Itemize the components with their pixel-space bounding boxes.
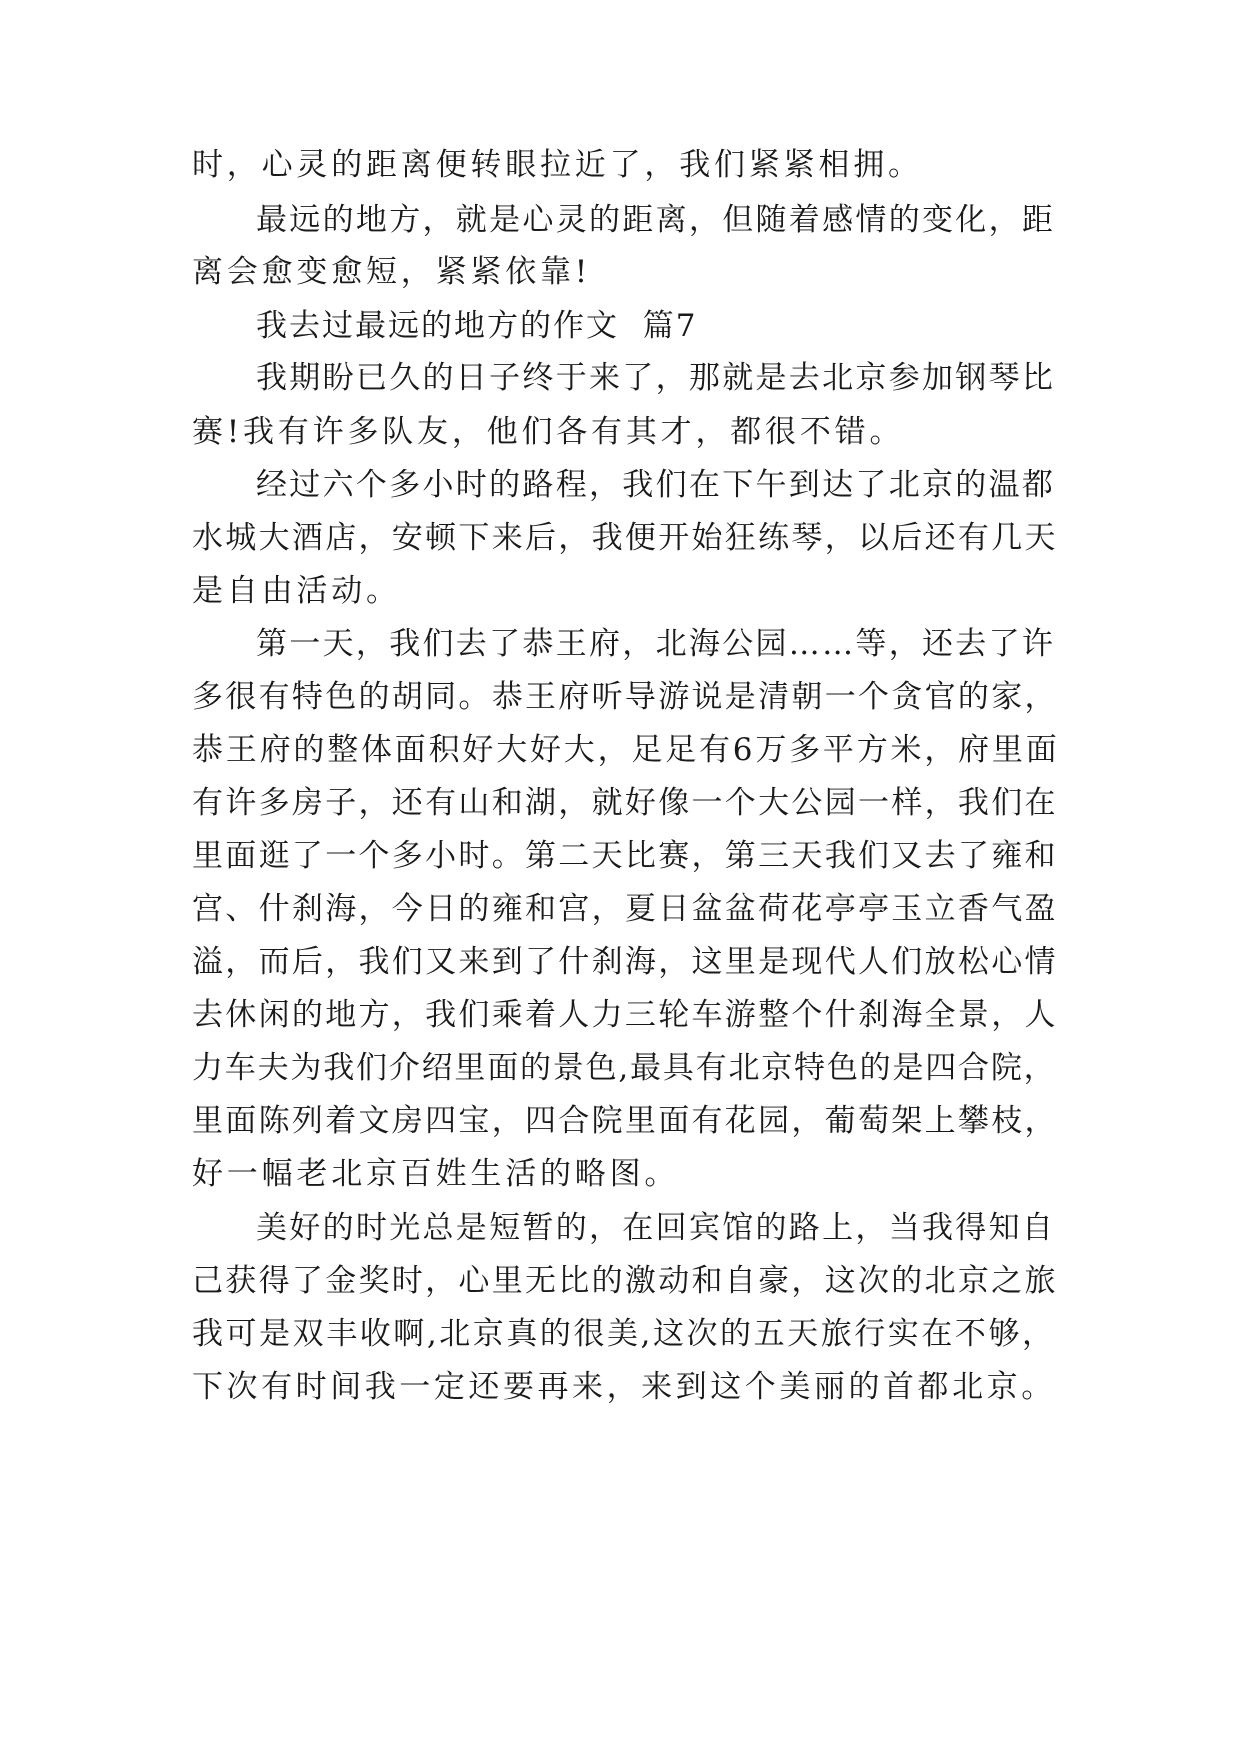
text-line: 好一幅老北京百姓生活的略图。	[192, 1156, 680, 1192]
paragraph-first-line: 第一天，我们去了恭王府，北海公园……等，还去了许	[256, 626, 1056, 662]
text-line: 我可是双丰收啊,北京真的很美,这次的五天旅行实在不够，	[192, 1316, 1056, 1352]
text-line: 里面逛了一个多小时。第二天比赛，第三天我们又去了雍和	[192, 838, 1058, 874]
text-line: 溢，而后，我们又来到了什刹海，这里是现代人们放松心情	[192, 944, 1058, 980]
text-line: 去休闲的地方，我们乘着人力三轮车游整个什刹海全景，人	[192, 997, 1058, 1033]
text-line: 赛!我有许多队友，他们各有其才，都很不错。	[192, 414, 905, 450]
text-line: 宫、什刹海，今日的雍和宫，夏日盆盆荷花亭亭玉立香气盈	[192, 891, 1058, 927]
text-line: 有许多房子，还有山和湖，就好像一个大公园一样，我们在	[192, 785, 1058, 821]
text-line: 己获得了金奖时，心里无比的激动和自豪，这次的北京之旅	[192, 1263, 1058, 1299]
text-line: 离会愈变愈短，紧紧依靠!	[192, 254, 592, 290]
text-line: 是自由活动。	[192, 573, 401, 609]
text-line: 下次有时间我一定还要再来，来到这个美丽的首都北京。	[192, 1369, 1056, 1405]
text-line: 恭王府的整体面积好大好大，足足有6万多平方米，府里面	[192, 732, 1060, 768]
section-heading: 我去过最远的地方的作文 篇7	[256, 308, 698, 344]
paragraph-first-line: 我期盼已久的日子终于来了，那就是去北京参加钢琴比	[256, 360, 1056, 396]
text-line: 力车夫为我们介绍里面的景色,最具有北京特色的是四合院，	[192, 1050, 1057, 1086]
paragraph-first-line: 美好的时光总是短暂的，在回宾馆的路上，当我得知自	[256, 1210, 1056, 1246]
text-line: 水城大酒店，安顿下来后，我便开始狂练琴，以后还有几天	[192, 520, 1058, 556]
paragraph-first-line: 最远的地方，就是心灵的距离，但随着感情的变化，距	[256, 202, 1056, 238]
text-line: 多很有特色的胡同。恭王府听导游说是清朝一个贪官的家，	[192, 679, 1058, 715]
text-line: 时，心灵的距离便转眼拉近了，我们紧紧相拥。	[192, 147, 923, 183]
text-line: 里面陈列着文房四宝，四合院里面有花园，葡萄架上攀枝，	[192, 1103, 1058, 1139]
paragraph-first-line: 经过六个多小时的路程，我们在下午到达了北京的温都	[256, 467, 1056, 503]
